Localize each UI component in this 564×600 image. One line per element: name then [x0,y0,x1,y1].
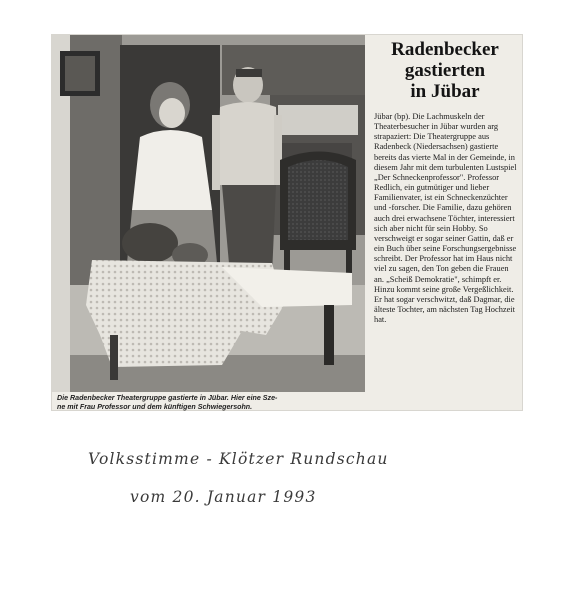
stage-photo-image [52,35,365,392]
newspaper-clipping [52,35,522,410]
caption-line-2: ne mit Frau Professor und dem künftigen Schwiegersohn. [57,403,253,411]
handwritten-date-note: vom 20. Januar 1993 [130,488,317,506]
stage-photo [52,35,365,392]
headline-line-3: in Jübar [410,81,480,102]
article-body [374,112,519,325]
caption-line-1: Die Radenbecker Theatergruppe gastierte in Jübar. Hier eine Sze- [57,394,278,402]
photo-caption [57,394,369,412]
headline-line-1: Radenbecker [391,39,499,60]
article-headline [370,39,520,102]
handwritten-source-note: Volksstimme - Klötzer Rundschau [88,450,389,468]
headline-line-2: gastierten [404,60,486,81]
article-text: Jübar (bp). Die Lachmuskeln der Theaterbesucher in Jübar wurden arg strapaziert: Die Theatergruppe aus Radenbeck (Niedersachsen) gastierte bereits das vierte Mal in der Gemeinde, in diesem Jahr mit dem turbulenten Lustspiel „Der Schneckenprofessor". Professor Redlich, ein gutmütiger und lieber Familienvater, ist ein Schneckenzüchter und -forscher. Die Familie, dazu gehören auch drei erwachsene Töchter, interessiert sich aber nicht für sein Hobby. So verschweigt er sogar seiner Gattin, daß er ein Buch über seine Forschungsergebnisse schreibt. Der Professor hat im Haus nicht viel zu sagen, den Ton geben die Frauen an. „Scheiß Demokratie", schimpft er. Hinzu kommt seine große Vergeßlichkeit. Er hat sogar verschwitzt, daß Dagmar, die älteste Tochter, am nächsten Tag Hochzeit hat. [374,112,517,325]
